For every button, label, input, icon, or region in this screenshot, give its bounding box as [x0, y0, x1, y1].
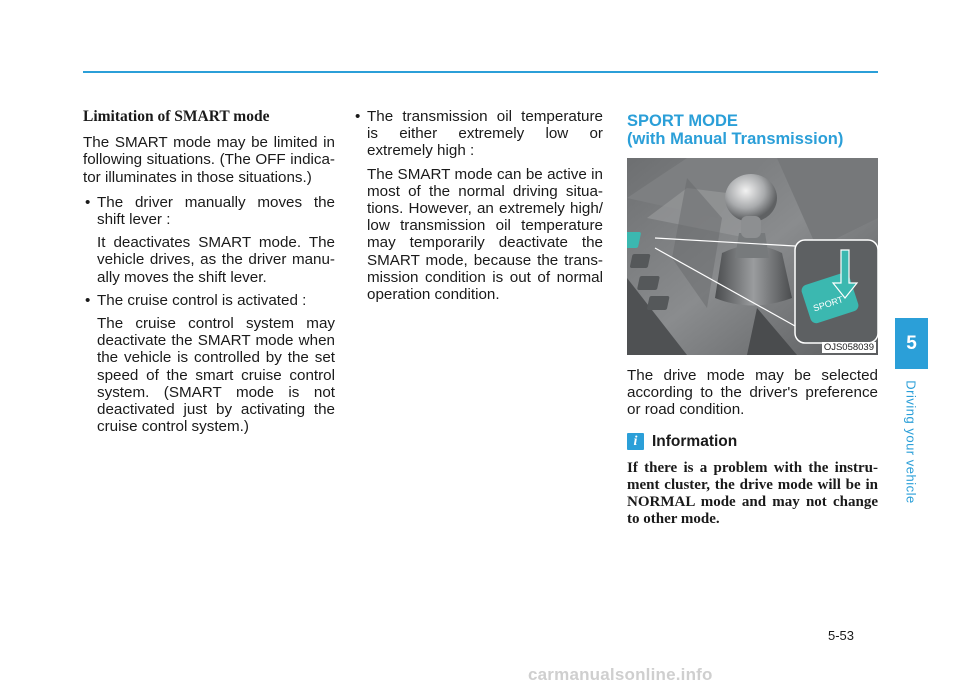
section-title — [627, 112, 878, 148]
information-header — [627, 433, 878, 450]
chapter-label: Driving your vehicle — [903, 380, 919, 504]
bullet-oil-temperature: • The transmission oil temperature is either extremely low or extremely high : — [353, 108, 603, 160]
column-middle — [353, 108, 603, 309]
sport-button-label: SPORT — [811, 294, 845, 314]
info-icon: i — [627, 433, 644, 450]
header-rule — [83, 71, 878, 73]
sport-mode-description: The drive mode may be selected according to the driver's preference or road condition. — [627, 367, 878, 419]
sport-mode-figure — [627, 158, 878, 355]
shift-console-illustration — [627, 158, 878, 355]
section-title-line2: (with Manual Transmission) — [627, 130, 844, 148]
section-title-line1: SPORT MODE — [627, 112, 738, 130]
chapter-tab — [895, 318, 928, 508]
chapter-number: 5 — [895, 318, 928, 369]
subheading-smart-limitation: Limitation of SMART mode — [83, 108, 270, 125]
bullet-cruise-control: • The cruise control is activated : — [83, 292, 335, 309]
figure-code: OJS058039 — [823, 342, 874, 353]
watermark: carmanualsonline.info — [528, 665, 713, 684]
column-left — [83, 108, 335, 441]
bullet-manual-shift-body: It deactivates SMART mode. The vehicle drives, as the driver manu-ally moves the shift lever. — [97, 234, 335, 286]
column-right — [627, 108, 878, 529]
bullet-oil-temperature-body: The SMART mode can be active in most of the normal driving situa-tions. However, an extremely high/ low transmission oil temperature may temporarily deactivate the SMART mode, because the trans-mission condition is out of normal operation condition. — [367, 165, 603, 304]
bullet-cruise-control-body: The cruise control system may deactivate the SMART mode when the vehicle is controlled by the set speed of the smart cruise control system. (SMART mode is not deactivated just by activating the cruise control system.) — [97, 315, 335, 436]
bullet-manual-shift: • The driver manually moves the shift lever : — [83, 194, 335, 228]
intro-paragraph: The SMART mode may be limited in following situations. (The OFF indica-tor illuminates in those situations.) — [83, 134, 335, 186]
information-body: If there is a problem with the instru-ment cluster, the drive mode will be in NORMAL mode and may not change to other mode. — [627, 459, 878, 528]
page-number: 5-53 — [828, 628, 855, 643]
information-title: Information — [652, 432, 738, 450]
